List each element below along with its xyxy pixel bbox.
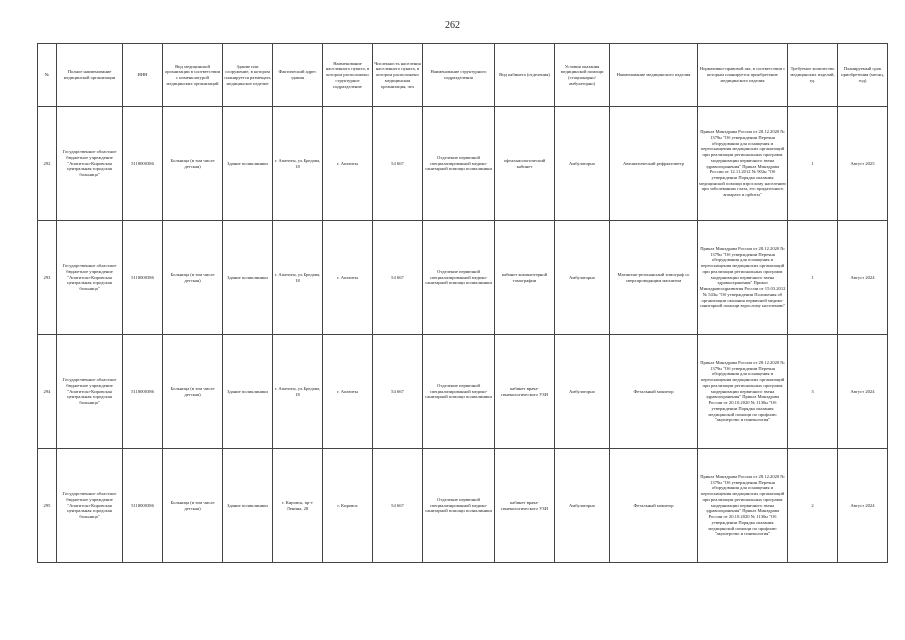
device-name: Фетальный монитор xyxy=(610,335,698,449)
building: Здание поликлиники xyxy=(223,221,273,335)
device-name: Автоматический рефрактометр xyxy=(610,107,698,221)
locality: г. Апатиты xyxy=(323,335,373,449)
locality: г. Апатиты xyxy=(323,221,373,335)
quantity: 2 xyxy=(788,449,838,563)
header-cell: Численность населения населенного пункта, в котором расположено медицинская организация, чел xyxy=(373,44,423,107)
building: Здание поликлиники xyxy=(223,335,273,449)
building: Здание поликлиники xyxy=(223,449,273,563)
header-cell: Вид медицинской организации в соответствии с номенклатурой медицинских организаций xyxy=(163,44,223,107)
cabinet-type: офтальмологический кабинет xyxy=(495,107,555,221)
table-row xyxy=(38,107,888,221)
header-cell: Наименование населенного пункта, в котором расположено структурное подразделение xyxy=(323,44,373,107)
address: г. Апатиты, ул.Бредова, 18 xyxy=(273,107,323,221)
care-conditions: Амбулаторно xyxy=(555,221,610,335)
row-number: 294 xyxy=(38,335,57,449)
device-name: Фетальный монитор xyxy=(610,449,698,563)
org-name: Государственное областное бюджетное учреждение "Апатитско-Кировская центральная городская больница" xyxy=(57,107,123,221)
inn: 5118000386 xyxy=(123,449,163,563)
table-header-row xyxy=(38,44,888,107)
org-name: Государственное областное бюджетное учреждение "Апатитско-Кировская центральная городская больница" xyxy=(57,221,123,335)
legal-act: Приказ Минздрава России от 28.12.2020 № 1379н "Об утверждении Перечня оборудования для оснащения и переоснащения медицинских организаций при реализации региональных программ модернизации первичного звена здравоохранения" Приказ Минздрава России от 20.10.2020 № 1130н "Об утверждении Порядка оказания медицинской помощи по профилю "акушерство и гинекология" xyxy=(698,449,788,563)
purchase-date: Август 2024 xyxy=(838,221,888,335)
inn: 5118000386 xyxy=(123,335,163,449)
header-cell: Фактический адрес здания xyxy=(273,44,323,107)
page-number: 262 xyxy=(445,20,460,31)
header-cell: Полное наименование медицинской организации xyxy=(57,44,123,107)
header-cell: Нормативно-правовой акт, в соответствии с которым планируется приобретение медицинского изделия xyxy=(698,44,788,107)
care-conditions: Амбулаторно xyxy=(555,107,610,221)
locality: г. Кировск xyxy=(323,449,373,563)
row-number: 292 xyxy=(38,107,57,221)
quantity: 3 xyxy=(788,335,838,449)
inn: 5118000386 xyxy=(123,221,163,335)
equipment-registry-table xyxy=(37,43,888,563)
cabinet-type: кабинет врача-гинекологического УЗИ xyxy=(495,335,555,449)
address: г. Кировск, пр-т Ленина, 28 xyxy=(273,449,323,563)
org-name: Государственное областное бюджетное учреждение "Апатитско-Кировская центральная городская больница" xyxy=(57,449,123,563)
cabinet-type: кабинет компьютерной томографии xyxy=(495,221,555,335)
address: г. Апатиты, ул.Бредова, 18 xyxy=(273,335,323,449)
population: 54 667 xyxy=(373,107,423,221)
header-cell: Условия оказания медицинской помощи (стационарно/амбулаторно) xyxy=(555,44,610,107)
table-row xyxy=(38,335,888,449)
org-type: Больница (в том числе детская) xyxy=(163,335,223,449)
table-row xyxy=(38,449,888,563)
org-type: Больница (в том числе детская) xyxy=(163,221,223,335)
purchase-date: Август 2024 xyxy=(838,449,888,563)
header-cell: Здание или сооружение, в котором планируется размещать медицинское изделие xyxy=(223,44,273,107)
org-type: Больница (в том числе детская) xyxy=(163,449,223,563)
header-cell: Наименование медицинского изделия xyxy=(610,44,698,107)
care-conditions: Амбулаторно xyxy=(555,449,610,563)
purchase-date: Август 2024 xyxy=(838,335,888,449)
building: Здание поликлиники xyxy=(223,107,273,221)
header-cell: ИНН xyxy=(123,44,163,107)
population: 54 667 xyxy=(373,449,423,563)
org-name: Государственное областное бюджетное учреждение "Апатитско-Кировская центральная городская больница" xyxy=(57,335,123,449)
structural-unit: Отделение первичной специализированной медико-санитарной помощи поликлиники xyxy=(423,335,495,449)
row-number: 295 xyxy=(38,449,57,563)
population: 54 667 xyxy=(373,335,423,449)
care-conditions: Амбулаторно xyxy=(555,335,610,449)
purchase-date: Август 2025 xyxy=(838,107,888,221)
header-cell: № xyxy=(38,44,57,107)
header-cell: Планируемый срок приобретения (месяц, год) xyxy=(838,44,888,107)
population: 54 667 xyxy=(373,221,423,335)
legal-act: Приказ Минздрава России от 28.12.2020 № 1379н "Об утверждении Перечня оборудования для оснащения и переоснащения медицинских организаций при реализации региональных программ модернизации первичного звена здравоохранения" Приказ Минздрава России от 12.11.2012 № 902н "Об утверждении Порядка оказания медицинской помощи взрослому населению при заболеваниях глаза, его придаточного аппарата и орбиты" xyxy=(698,107,788,221)
inn: 5118000386 xyxy=(123,107,163,221)
address: г. Апатиты, ул.Бредова, 18 xyxy=(273,221,323,335)
structural-unit: Отделение первичной специализированной медико-санитарной помощи поликлиники xyxy=(423,221,495,335)
table-row xyxy=(38,221,888,335)
org-type: Больница (в том числе детская) xyxy=(163,107,223,221)
legal-act: Приказ Минздрава России от 28.12.2020 № 1379н "Об утверждении Перечня оборудования для оснащения и переоснащения медицинских организаций при реализации региональных программ модернизации первичного звена здравоохранения" Приказ Минздрава России от 20.10.2020 № 1130н "Об утверждении Порядка оказания медицинской помощи по профилю "акушерство и гинекология" xyxy=(698,335,788,449)
locality: г. Апатиты xyxy=(323,107,373,221)
legal-act: Приказ Минздрава России от 28.12.2020 № 1379н "Об утверждении Перечня оборудования для оснащения и переоснащения медицинских организаций при реализации региональных программ модернизации первичного звена здравоохранения" Приказ Минздравсоцразвития России от 15.03.2012 № 543н "Об утверждении Положения об организации оказания первичной медико-санитарной помощи взрослому населению" xyxy=(698,221,788,335)
header-cell: Вид кабинета (отделения) xyxy=(495,44,555,107)
header-cell: Наименование структурного подразделения xyxy=(423,44,495,107)
structural-unit: Отделение первичной специализированной медико-санитарной помощи поликлиники xyxy=(423,107,495,221)
structural-unit: Отделение первичной специализированной медико-санитарной помощи поликлиники xyxy=(423,449,495,563)
header-cell: Требуемое количество медицинских изделий, ед. xyxy=(788,44,838,107)
quantity: 1 xyxy=(788,107,838,221)
row-number: 293 xyxy=(38,221,57,335)
device-name: Магнитно-резонансный томограф со сверхпроводящим магнитом xyxy=(610,221,698,335)
quantity: 1 xyxy=(788,221,838,335)
cabinet-type: кабинет врача-гинекологического УЗИ xyxy=(495,449,555,563)
